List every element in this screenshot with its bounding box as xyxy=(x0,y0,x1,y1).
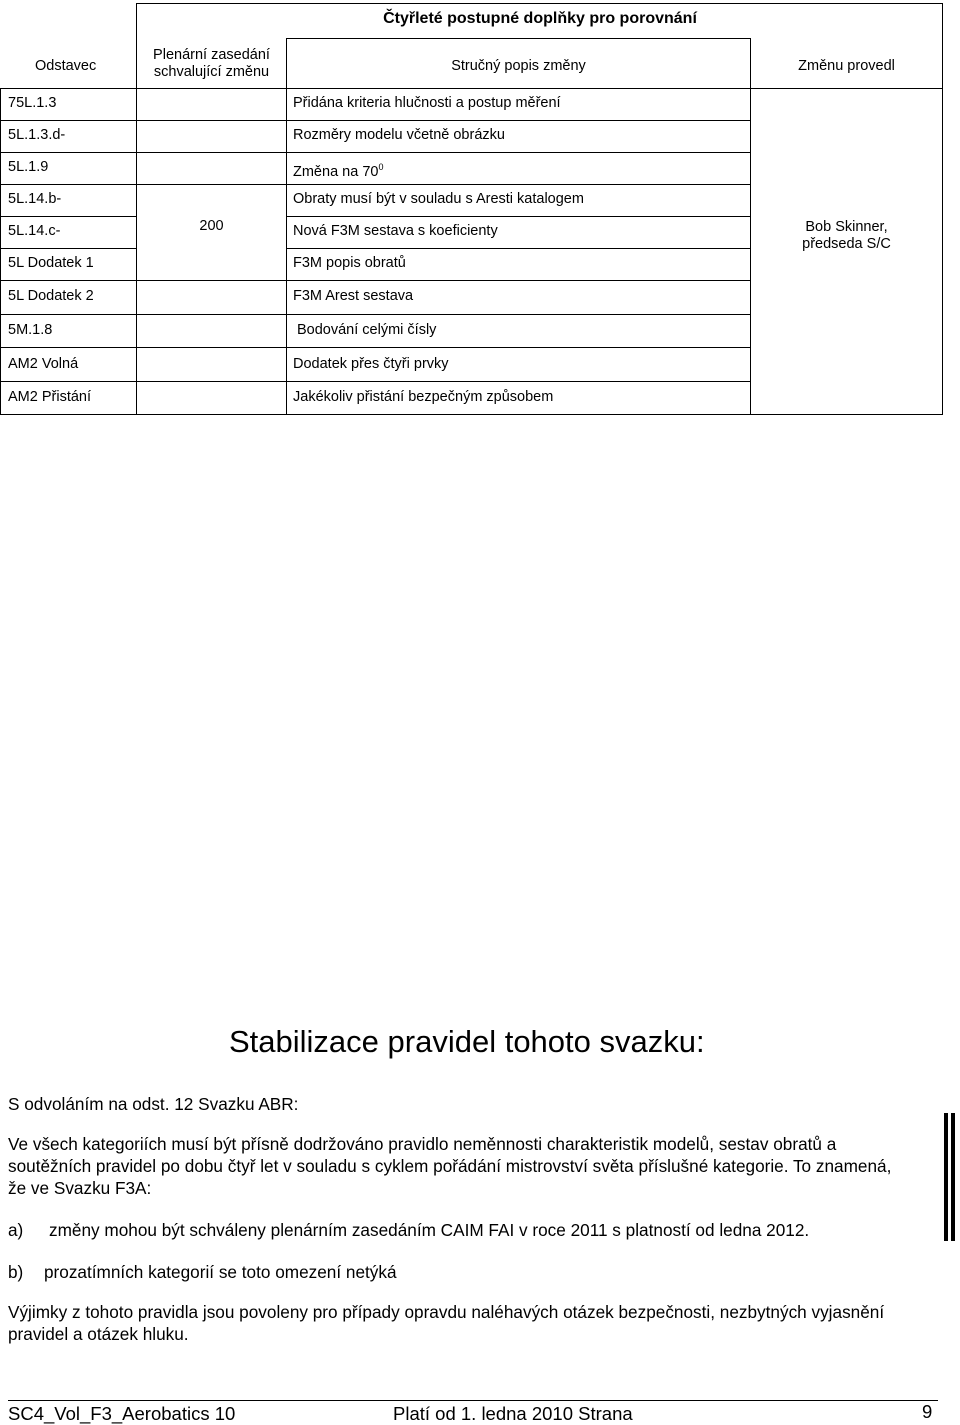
header-plenary-line2: schvalující změnu xyxy=(153,64,270,80)
table-border-top xyxy=(136,3,943,4)
plenary-value: 200 xyxy=(199,218,224,234)
list-item-a-text: změny mohou být schváleny plenárním zasedáním CAIM FAI v roce 2011 s platností od ledna 2012. xyxy=(49,1220,810,1240)
header-plenary-line1: Plenární zasedání xyxy=(153,47,270,63)
change-bar xyxy=(951,1113,955,1241)
amendments-table xyxy=(0,0,960,420)
row-description: Přidána kriteria hlučnosti a postup měření xyxy=(293,95,561,111)
section-heading: Stabilizace pravidel tohoto svazku: xyxy=(229,1024,705,1059)
table-col-rule xyxy=(286,38,287,415)
table-rule xyxy=(0,184,750,185)
row-description: F3M Arest sestava xyxy=(293,288,414,304)
table-rule xyxy=(0,248,137,249)
row-paragraph: 75L.1.3 xyxy=(8,95,57,111)
table-rule xyxy=(0,120,750,121)
row-paragraph: 5L.1.9 xyxy=(8,159,49,175)
row-paragraph: AM2 Volná xyxy=(8,356,79,372)
table-rule xyxy=(0,216,137,217)
row-paragraph: 5L.14.b- xyxy=(8,191,62,207)
row-paragraph: AM2 Přistání xyxy=(8,389,91,405)
row-description xyxy=(293,159,383,181)
paragraph-main: Ve všech kategoriích musí být přísně dodržováno pravidlo neměnnosti charakteristik modelů, sestav obratů a soutěžních pravidel po dobu čtyř let v souladu s cyklem pořádání mistrovství světa příslušné kategorie. To znamená, že ve Svazku F3A: xyxy=(8,1134,892,1198)
degree-superscript: 0 xyxy=(378,162,384,172)
change-bar xyxy=(944,1113,948,1241)
row-description: Bodování celými čísly xyxy=(297,322,437,338)
changed-by-role: předseda S/C xyxy=(802,236,891,252)
table-rule xyxy=(0,314,750,315)
header-paragraph: Odstavec xyxy=(35,58,97,74)
row-paragraph: 5L Dodatek 1 xyxy=(8,255,94,271)
table-rule xyxy=(0,347,750,348)
reference-line: S odvoláním na odst. 12 Svazku ABR: xyxy=(8,1094,299,1114)
row-paragraph: 5L.1.3.d- xyxy=(8,127,66,143)
list-item-b-text: prozatímních kategorií se toto omezení netýká xyxy=(44,1262,397,1282)
table-rule xyxy=(0,152,750,153)
row-description: F3M popis obratů xyxy=(293,255,406,271)
table-border-right xyxy=(942,3,943,415)
row-description: Rozměry modelu včetně obrázku xyxy=(293,127,505,143)
table-rule xyxy=(0,280,750,281)
row-paragraph: 5L Dodatek 2 xyxy=(8,288,94,304)
table-rule xyxy=(0,381,750,382)
changed-by-name: Bob Skinner, xyxy=(805,219,888,235)
table-title: Čtyřleté postupné doplňky pro porovnání xyxy=(383,10,697,27)
list-item-a xyxy=(8,1219,938,1241)
row-description-text: Změna na 70 xyxy=(293,163,379,180)
row-paragraph: 5M.1.8 xyxy=(8,322,53,338)
list-item-b xyxy=(8,1261,938,1283)
footer-validity: Platí od 1. ledna 2010 Strana xyxy=(393,1403,633,1424)
table-rule xyxy=(0,88,943,89)
footer-document: SC4_Vol_F3_Aerobatics 10 xyxy=(8,1403,236,1424)
row-description: Dodatek přes čtyři prvky xyxy=(293,356,449,372)
table-rule xyxy=(286,38,750,39)
header-description: Stručný popis změny xyxy=(451,58,586,74)
table-rule xyxy=(286,248,750,249)
list-item-b-label: b) xyxy=(8,1262,24,1282)
row-description: Nová F3M sestava s koeficienty xyxy=(293,223,498,239)
paragraph-exceptions: Výjimky z tohoto pravidla jsou povoleny pro případy opravdu naléhavých otázek bezpečnosti, nezbytných vyjasnění pravidel a otázek hluku. xyxy=(8,1302,885,1344)
table-rule xyxy=(286,216,750,217)
header-changed-by: Změnu provedl xyxy=(798,58,895,74)
footer-rule xyxy=(8,1400,938,1401)
list-item-a-label: a) xyxy=(8,1220,24,1240)
table-border-left xyxy=(0,88,1,415)
table-border-bottom xyxy=(0,414,943,415)
row-description: Jakékoliv přistání bezpečným způsobem xyxy=(293,389,554,405)
row-paragraph: 5L.14.c- xyxy=(8,223,61,239)
row-description: Obraty musí být v souladu s Aresti katalogem xyxy=(293,191,584,207)
footer-page-number: 9 xyxy=(922,1401,933,1422)
